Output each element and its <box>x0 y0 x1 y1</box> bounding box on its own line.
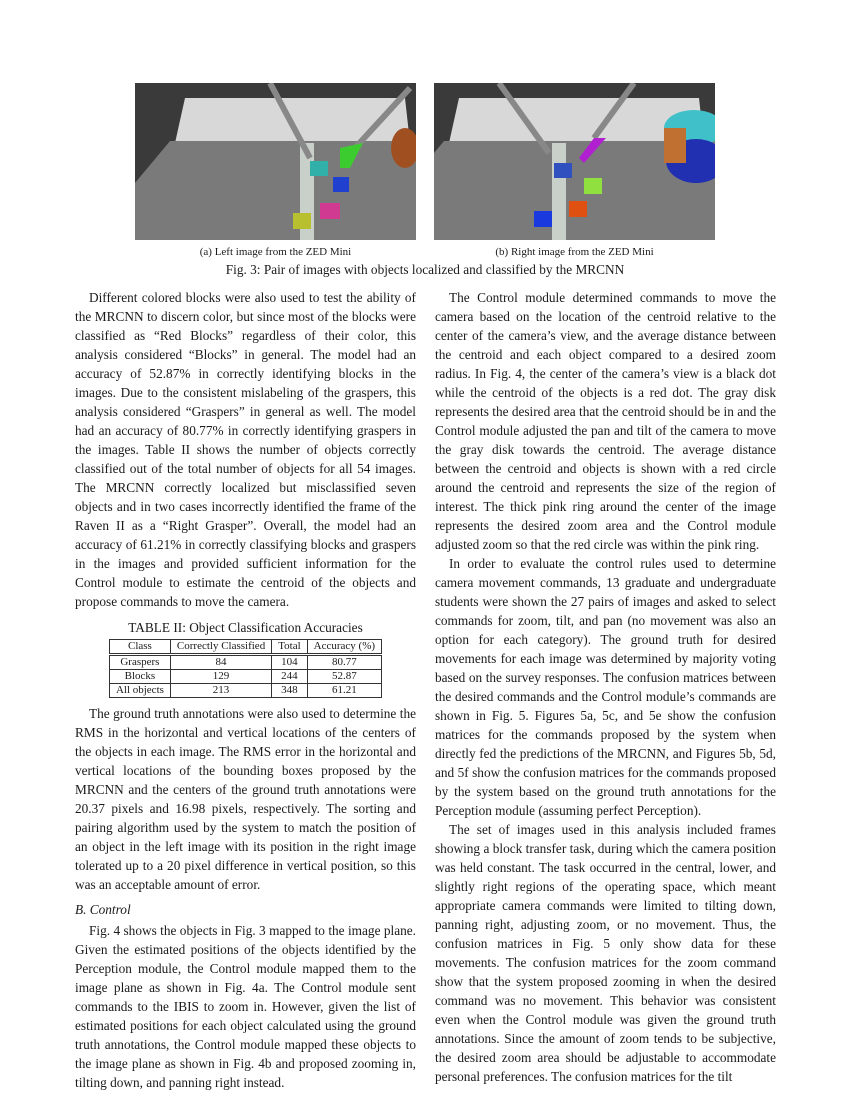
cell: 213 <box>170 684 271 698</box>
cell: Blocks <box>109 670 170 684</box>
left-zed-image <box>135 83 416 240</box>
left-column <box>75 288 416 1092</box>
paragraph: The ground truth annotations were also used to determine the RMS in the horizontal and vertical locations of the centers of the objects in each image. The RMS error in the horizontal and vertical locations of the bounding boxes proposed by the MRCNN and the centers of the ground truth annotations were 20.37 pixels and 16.98 pixels, respectively. The sorting and pairing algorithm used by the system to match the position of an object in the left image with its position in the right image tolerated up to a 20 pixel difference in vertical position, so this was an acceptable amount of error. <box>75 706 416 892</box>
paragraph: In order to evaluate the control rules used to determine camera movement commands, 13 graduate and undergraduate students were shown the 27 pairs of images and asked to select commands for zoom, tilt, and pan (no movement was also an option for each category). The ground truth for desired movements for each image was determined by majority voting based on the survey responses. The confusion matrices between the desired commands and the Control module’s commands are shown in Fig. 5. Figures 5a, 5c, and 5e show the confusion matrices for the commands proposed by the system when directly fed the predictions of the MRCNN, and Figures 5b, 5d, and 5f show the confusion matrices for the commands proposed by the system based on the ground truth annotations for the Perception module (assuming perfect Perception). <box>435 556 776 818</box>
cell: 52.87 <box>307 670 381 684</box>
table-row <box>109 670 381 684</box>
table-row <box>109 684 381 698</box>
cell: 104 <box>272 655 307 670</box>
subcaption-b: (b) Right image from the ZED Mini <box>495 246 654 258</box>
paragraph: Fig. 4 shows the objects in Fig. 3 mapped to the image plane. Given the estimated positions of the objects identified by the Perception module, the Control module mapped them to the image plane as shown in Fig. 4a. The Control module sent commands to the IBIS to zoom in. However, given the list of estimated positions for each object calculated using the ground truth annotations, the Control module mapped these objects to the image plane as shown in Fig. 4b and proposed zooming in, tilting down, and panning right instead. <box>75 923 416 1090</box>
cell: 84 <box>170 655 271 670</box>
right-column <box>435 288 776 1086</box>
paragraph: Different colored blocks were also used to test the ability of the MRCNN to discern color, but since most of the blocks were classified as “Red Blocks” regardless of their color, this analysis considered “Blocks” in general. The model had an accuracy of 52.87% in correctly identifying blocks in the images. Due to the consistent mislabeling of the graspers, this analysis considered “Graspers” in general as well. The model had an accuracy of 80.77% in correctly identifying graspers in the images. Table II shows the number of objects correctly classified out of the total number of objects for all 54 images. The MRCNN correctly localized but misclassified seven objects and in two cases incorrectly identified the frame of the Raven II as a “Right Grasper”. Overall, the model had an accuracy of 61.21% in correctly classifying blocks and graspers in the images and provided sufficient information for the Control module to estimate the centroid of the objects and propose commands to move the camera. <box>75 290 416 609</box>
cell: 348 <box>272 684 307 698</box>
header-correct: Correctly Classified <box>170 640 271 655</box>
figure-caption: Fig. 3: Pair of images with objects localized and classified by the MRCNN <box>225 262 625 277</box>
cell: 129 <box>170 670 271 684</box>
table-header-row <box>109 640 381 655</box>
table-row <box>109 655 381 670</box>
header-class: Class <box>109 640 170 655</box>
section-heading: B. Control <box>75 902 131 917</box>
right-zed-image <box>434 83 715 240</box>
paragraph: The set of images used in this analysis included frames showing a block transfer task, during which the camera position was held constant. The task occurred in the central, lower, and slightly right regions of the operating space, which meant appropriate camera commands were limited to tilting down, panning right, adjusting zoom, or no movement. Thus, the confusion matrices in Fig. 5 only show data for these movements. The confusion matrices for the zoom command show that the system proposed zooming in when the desired command was no movement. This behavior was consistent even when the Control module was given the ground truth annotations. Since the amount of zoom tends to be subjective, the desired zoom area should be adjustable to accommodate personal preferences. The confusion matrices for the tilt <box>435 822 776 1084</box>
cell: 244 <box>272 670 307 684</box>
table-caption: TABLE II: Object Classification Accuracies <box>128 620 363 635</box>
cell: 61.21 <box>307 684 381 698</box>
header-total: Total <box>272 640 307 655</box>
classification-table <box>109 639 382 698</box>
left-image-scene <box>135 83 416 240</box>
right-image-scene <box>434 83 715 240</box>
subcaption-a: (a) Left image from the ZED Mini <box>199 246 352 258</box>
cell: 80.77 <box>307 655 381 670</box>
cell: Graspers <box>109 655 170 670</box>
header-accuracy: Accuracy (%) <box>307 640 381 655</box>
cell: All objects <box>109 684 170 698</box>
paragraph: The Control module determined commands to move the camera based on the location of the centroid relative to the center of the camera’s view, and the average distance between the centroid and each object compared to a desired zoom radius. In Fig. 4, the center of the camera’s view is a black dot while the centroid of the objects is a red dot. The gray disk represents the desired area that the centroid should be in and the Control module adjusted the pan and tilt of the camera to move the gray disk towards the centroid. The average distance between the centroid and objects is shown with a red circle around the centroid and represents the size of the region of interest. The thick pink ring around the center of the image represents the desired zoom area and the Control module adjusted zoom so that the red circle was within the pink ring. <box>435 290 776 552</box>
